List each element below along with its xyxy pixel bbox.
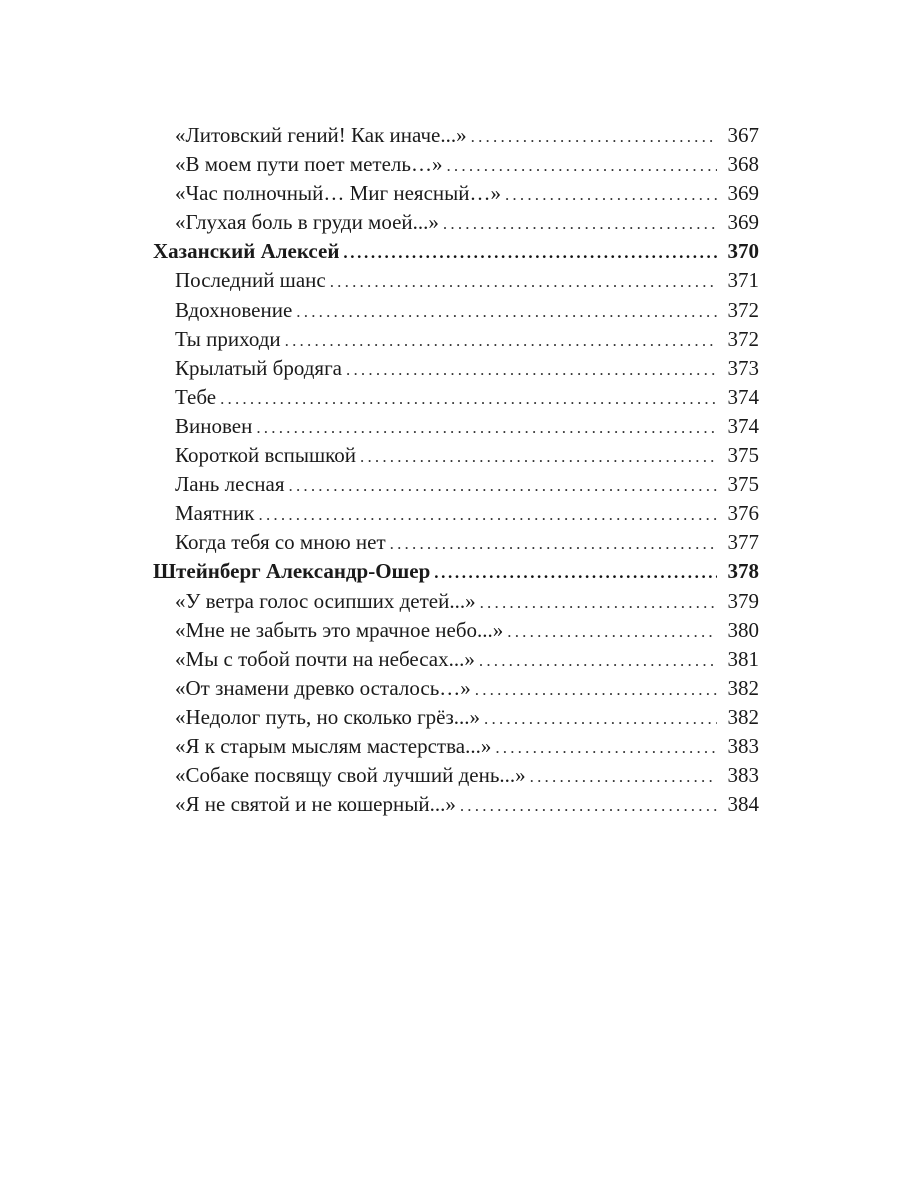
dot-leader <box>471 122 717 151</box>
toc-entry-title: Короткой вспышкой <box>175 443 356 468</box>
toc-entry <box>153 616 759 645</box>
toc-entry-title: Штейнберг Александр-Ошер <box>153 559 431 584</box>
toc-entry-title: «Недолог путь, но сколько грёз...» <box>175 704 481 729</box>
toc-entry <box>153 121 759 150</box>
toc-entry-page: 379 <box>727 588 759 613</box>
toc-entry-title: Виновен <box>175 413 253 438</box>
toc-entry-page: 372 <box>727 297 759 322</box>
toc-entry-page: 375 <box>727 472 759 497</box>
toc-entry <box>153 354 759 383</box>
toc-entry-title: Последний шанс <box>175 268 326 293</box>
dot-leader <box>479 646 717 675</box>
toc-entry <box>153 383 759 412</box>
toc-entry-page: 384 <box>727 792 759 817</box>
dot-leader <box>285 326 717 355</box>
toc-entry-page: 371 <box>727 268 759 293</box>
toc-entry-title: «Литовский гений! Как иначе...» <box>175 123 467 147</box>
toc-entry-title: Хазанский Алексей <box>153 239 340 264</box>
table-of-contents <box>153 121 759 819</box>
toc-entry-title: «У ветра голос осипших детей...» <box>175 588 476 613</box>
toc-entry <box>153 412 759 441</box>
toc-entry-page: 373 <box>727 355 759 380</box>
toc-entry <box>153 179 759 208</box>
toc-entry-page: 374 <box>727 384 759 409</box>
toc-entry <box>153 761 759 790</box>
toc-entry-page: 383 <box>727 733 759 758</box>
dot-leader <box>289 471 718 500</box>
toc-entry-page: 367 <box>727 123 759 147</box>
dot-leader <box>360 442 717 471</box>
dot-leader <box>484 704 717 733</box>
toc-entry <box>153 645 759 674</box>
toc-entry-page: 370 <box>727 239 759 264</box>
dot-leader <box>346 355 717 384</box>
toc-entry-page: 368 <box>727 152 759 177</box>
dot-leader <box>530 762 717 791</box>
toc-entry-page: 369 <box>727 181 759 206</box>
toc-entry <box>153 441 759 470</box>
toc-entry <box>153 587 759 616</box>
toc-entry <box>153 499 759 528</box>
toc-entry-title: Вдохновение <box>175 297 293 322</box>
dot-leader <box>505 180 717 209</box>
toc-entry-title: «Собаке посвящу свой лучший день...» <box>175 763 526 788</box>
dot-leader <box>259 500 717 529</box>
toc-entry-page: 377 <box>727 530 759 555</box>
toc-entry <box>153 150 759 179</box>
toc-entry-page: 369 <box>727 210 759 235</box>
toc-entry-title: Тебе <box>175 384 217 409</box>
toc-entry-page: 381 <box>727 646 759 671</box>
toc-entry-page: 382 <box>727 675 759 700</box>
dot-leader <box>475 675 717 704</box>
dot-leader <box>443 209 717 238</box>
toc-entry <box>153 296 759 325</box>
toc-entry-title: Ты приходи <box>175 326 281 351</box>
toc-entry-title: «Я к старым мыслям мастерства...» <box>175 733 492 758</box>
toc-entry-title: «Я не святой и не кошерный...» <box>175 792 456 817</box>
toc-entry-title: Когда тебя со мною нет <box>175 530 386 555</box>
dot-leader <box>480 588 717 617</box>
toc-entry-title: «Час полночный… Миг неясный…» <box>175 181 501 206</box>
toc-entry-page: 374 <box>727 413 759 438</box>
toc-entry <box>153 325 759 354</box>
dot-leader <box>330 267 717 296</box>
toc-entry <box>153 703 759 732</box>
toc-entry-title: Маятник <box>175 501 255 526</box>
dot-leader <box>460 791 717 820</box>
dot-leader <box>343 238 717 267</box>
toc-entry-title: Крылатый бродяга <box>175 355 343 380</box>
dot-leader <box>220 384 717 413</box>
dot-leader <box>446 151 717 180</box>
toc-entry-page: 376 <box>727 501 759 526</box>
dot-leader <box>390 529 717 558</box>
dot-leader <box>296 297 717 326</box>
toc-entry-title: Лань лесная <box>175 472 285 497</box>
toc-entry-title: «От знамени древко осталось…» <box>175 675 471 700</box>
toc-entry <box>153 732 759 761</box>
toc-entry-page: 380 <box>727 617 759 642</box>
dot-leader <box>256 413 717 442</box>
toc-entry-title: «Глухая боль в груди моей...» <box>175 210 439 235</box>
dot-leader <box>495 733 717 762</box>
toc-author-heading <box>153 557 759 586</box>
toc-entry <box>153 790 759 819</box>
toc-entry-page: 383 <box>727 763 759 788</box>
toc-entry-page: 382 <box>727 704 759 729</box>
toc-entry <box>153 528 759 557</box>
toc-entry-page: 375 <box>727 443 759 468</box>
toc-entry <box>153 470 759 499</box>
toc-entry <box>153 208 759 237</box>
dot-leader <box>507 617 717 646</box>
toc-entry-title: «Мы с тобой почти на небесах...» <box>175 646 475 671</box>
toc-entry <box>153 674 759 703</box>
toc-entry-page: 378 <box>727 559 759 584</box>
toc-entry-title: «В моем пути поет метель…» <box>175 152 443 177</box>
toc-entry <box>153 266 759 295</box>
toc-entry-page: 372 <box>727 326 759 351</box>
dot-leader <box>434 558 717 587</box>
toc-entry-title: «Мне не забыть это мрачное небо...» <box>175 617 504 642</box>
toc-author-heading <box>153 237 759 266</box>
